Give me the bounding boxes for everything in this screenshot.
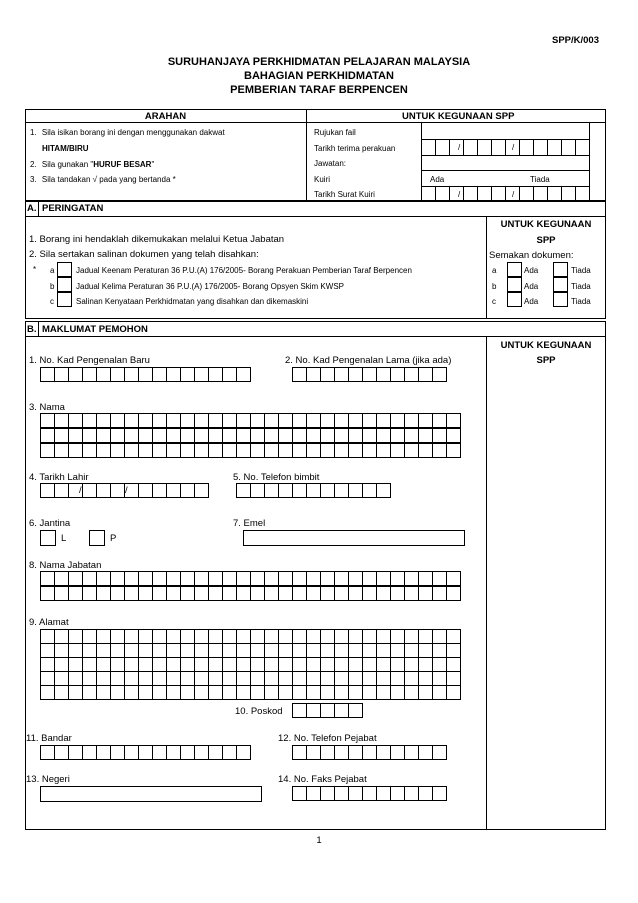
kuiri-label: Kuiri xyxy=(314,175,331,184)
semakan-b-tiada-checkbox[interactable] xyxy=(553,277,568,292)
divider xyxy=(477,139,478,155)
nama-row-3[interactable] xyxy=(40,443,460,458)
kp-lama-input[interactable] xyxy=(292,367,446,382)
divider xyxy=(38,321,39,336)
telefon-pejabat-label: 12. No. Telefon Pejabat xyxy=(278,733,377,744)
semakan-a-checkbox[interactable] xyxy=(507,262,522,277)
jawatan-label: Jawatan: xyxy=(314,159,347,168)
jantina-l-label: L xyxy=(61,533,67,544)
page-title xyxy=(0,55,638,97)
nama-jabatan-label: 8. Nama Jabatan xyxy=(29,560,102,571)
date-separator: / xyxy=(125,485,128,496)
semakan-a-ada: Ada xyxy=(524,266,539,275)
tarikh-terima-label: Tarikh terima perakuan xyxy=(314,144,396,153)
poskod-input[interactable] xyxy=(292,703,362,718)
title-line-2: BAHAGIAN PERKHIDMATAN xyxy=(244,70,394,82)
divider xyxy=(533,139,534,155)
form-code: SPP/K/003 xyxy=(552,35,599,46)
telefon-bimbit-label: 5. No. Telefon bimbit xyxy=(233,472,320,483)
semakan-letter-c: c xyxy=(492,297,496,306)
telefon-pejabat-input[interactable] xyxy=(292,745,446,760)
tarikh-lahir-input[interactable] xyxy=(40,483,208,498)
divider xyxy=(547,186,548,201)
divider xyxy=(463,139,464,155)
alamat-row-5[interactable] xyxy=(40,685,460,700)
doc-b-label: Jadual Kelima Peraturan 36 P.U.(A) 176/2005- Borang Opsyen Skim KWSP xyxy=(76,282,344,291)
alamat-row-4[interactable] xyxy=(40,671,460,686)
divider xyxy=(421,122,422,201)
doc-a-label: Jadual Keenam Peraturan 36 P.U.(A) 176/2005- Borang Perakuan Pemberian Taraf Berpencen xyxy=(76,266,412,275)
section-b-spp-title: UNTUK KEGUNAAN xyxy=(500,340,592,351)
divider xyxy=(575,139,576,155)
doc-letter-a: a xyxy=(50,266,55,275)
section-b-spp-title-2: SPP xyxy=(536,355,556,366)
negeri-input[interactable] xyxy=(40,786,262,802)
date-separator: / xyxy=(458,190,461,199)
divider xyxy=(421,170,589,171)
semakan-b-tiada: Tiada xyxy=(571,282,591,291)
date-separator: / xyxy=(512,190,515,199)
alamat-row-1[interactable] xyxy=(40,629,460,644)
arahan-item-1: 1. Sila isikan borang ini dengan menggunakan dakwat xyxy=(30,128,225,137)
divider xyxy=(306,109,307,201)
section-b-title: MAKLUMAT PEMOHON xyxy=(42,324,148,335)
poskod-label: 10. Poskod xyxy=(235,706,283,717)
divider xyxy=(561,186,562,201)
divider xyxy=(25,336,606,337)
section-a-spp-title-2: SPP xyxy=(536,235,556,246)
semakan-letter-b: b xyxy=(492,282,497,291)
divider xyxy=(533,186,534,201)
nama-row-2[interactable] xyxy=(40,428,460,443)
doc-b-checkbox[interactable] xyxy=(57,277,72,292)
divider xyxy=(491,186,492,201)
kp-baru-label: 1. No. Kad Pengenalan Baru xyxy=(29,355,150,366)
divider xyxy=(449,139,450,155)
date-separator: / xyxy=(512,143,515,152)
page-number: 1 xyxy=(316,835,322,846)
emel-label: 7. Emel xyxy=(233,518,266,529)
semakan-c-tiada-checkbox[interactable] xyxy=(553,292,568,307)
divider xyxy=(519,139,520,155)
rujukan-fail-label: Rujukan fail xyxy=(314,128,356,137)
kuiri-ada: Ada xyxy=(430,175,445,184)
divider xyxy=(505,186,506,201)
arahan-title: ARAHAN xyxy=(144,111,187,122)
divider xyxy=(421,155,589,156)
semakan-c-checkbox[interactable] xyxy=(507,292,522,307)
semakan-a-tiada-checkbox[interactable] xyxy=(553,262,568,277)
divider xyxy=(505,139,506,155)
doc-letter-c: c xyxy=(50,297,54,306)
doc-a-checkbox[interactable] xyxy=(57,262,72,277)
faks-pejabat-input[interactable] xyxy=(292,786,446,801)
divider xyxy=(491,139,492,155)
divider xyxy=(25,216,606,217)
faks-pejabat-label: 14. No. Faks Pejabat xyxy=(278,774,367,785)
divider xyxy=(547,139,548,155)
peringatan-line-1: 1. Borang ini hendaklah dikemukakan melalui Ketua Jabatan xyxy=(29,234,285,245)
section-b-letter: B. xyxy=(27,324,37,335)
kp-baru-input[interactable] xyxy=(40,367,250,382)
jantina-l-checkbox[interactable] xyxy=(40,530,56,546)
jantina-p-label: P xyxy=(110,533,117,544)
bandar-label: 11. Bandar xyxy=(26,733,72,744)
divider xyxy=(463,186,464,201)
nama-jabatan-row-1[interactable] xyxy=(40,571,460,586)
bandar-input[interactable] xyxy=(40,745,250,760)
nama-jabatan-row-2[interactable] xyxy=(40,586,460,601)
divider xyxy=(561,139,562,155)
divider xyxy=(435,186,436,201)
title-line-3: PEMBERIAN TARAF BERPENCEN xyxy=(230,84,408,96)
telefon-bimbit-input[interactable] xyxy=(236,483,390,498)
nama-row-1[interactable] xyxy=(40,413,460,428)
kegunaan-spp-title: UNTUK KEGUNAAN SPP xyxy=(402,111,515,122)
tarikh-lahir-label: 4. Tarikh Lahir xyxy=(29,472,89,483)
section-a-letter: A. xyxy=(27,203,37,214)
title-line-1: SURUHANJAYA PERKHIDMATAN PELAJARAN MALAYSIA xyxy=(167,56,471,68)
semakan-c-tiada: Tiada xyxy=(571,297,591,306)
jantina-label: 6. Jantina xyxy=(29,518,71,529)
semakan-b-checkbox[interactable] xyxy=(507,277,522,292)
emel-input[interactable] xyxy=(243,530,465,546)
semakan-c-ada: Ada xyxy=(524,297,539,306)
divider xyxy=(589,122,590,201)
divider xyxy=(477,186,478,201)
negeri-label: 13. Negeri xyxy=(26,774,70,785)
divider xyxy=(519,186,520,201)
semakan-b-ada: Ada xyxy=(524,282,539,291)
semakan-label: Semakan dokumen: xyxy=(489,250,574,261)
jantina-p-checkbox[interactable] xyxy=(89,530,105,546)
semakan-a-tiada: Tiada xyxy=(571,266,591,275)
arahan-item-1-bold: HITAM/BIRU xyxy=(42,144,89,153)
date-separator: / xyxy=(458,143,461,152)
alamat-label: 9. Alamat xyxy=(29,617,69,628)
kuiri-tiada: Tiada xyxy=(530,175,550,184)
divider xyxy=(575,186,576,201)
divider xyxy=(38,201,39,216)
kp-lama-label: 2. No. Kad Pengenalan Lama (jika ada) xyxy=(285,355,452,366)
divider xyxy=(449,186,450,201)
alamat-row-2[interactable] xyxy=(40,643,460,658)
alamat-row-3[interactable] xyxy=(40,657,460,672)
doc-letter-b: b xyxy=(50,282,55,291)
divider xyxy=(25,122,606,123)
peringatan-line-2: 2. Sila sertakan salinan dokumen yang telah disahkan: xyxy=(29,249,259,260)
divider xyxy=(486,336,487,830)
arahan-item-2: 2. Sila gunakan "HURUF BESAR" xyxy=(30,160,155,169)
divider xyxy=(486,216,487,319)
date-separator: / xyxy=(79,485,82,496)
arahan-item-3: 3. Sila tandakan √ pada yang bertanda * xyxy=(30,175,176,184)
section-a-title: PERINGATAN xyxy=(42,203,104,214)
divider xyxy=(435,139,436,155)
nama-label: 3. Nama xyxy=(29,402,65,413)
doc-c-label: Salinan Kenyataan Perkhidmatan yang disahkan dan dikemaskini xyxy=(76,297,309,306)
section-a-spp-title: UNTUK KEGUNAAN xyxy=(500,219,592,230)
doc-c-checkbox[interactable] xyxy=(57,292,72,307)
semakan-letter-a: a xyxy=(492,266,497,275)
required-star: * xyxy=(33,265,37,274)
tarikh-surat-label: Tarikh Surat Kuiri xyxy=(314,190,375,199)
